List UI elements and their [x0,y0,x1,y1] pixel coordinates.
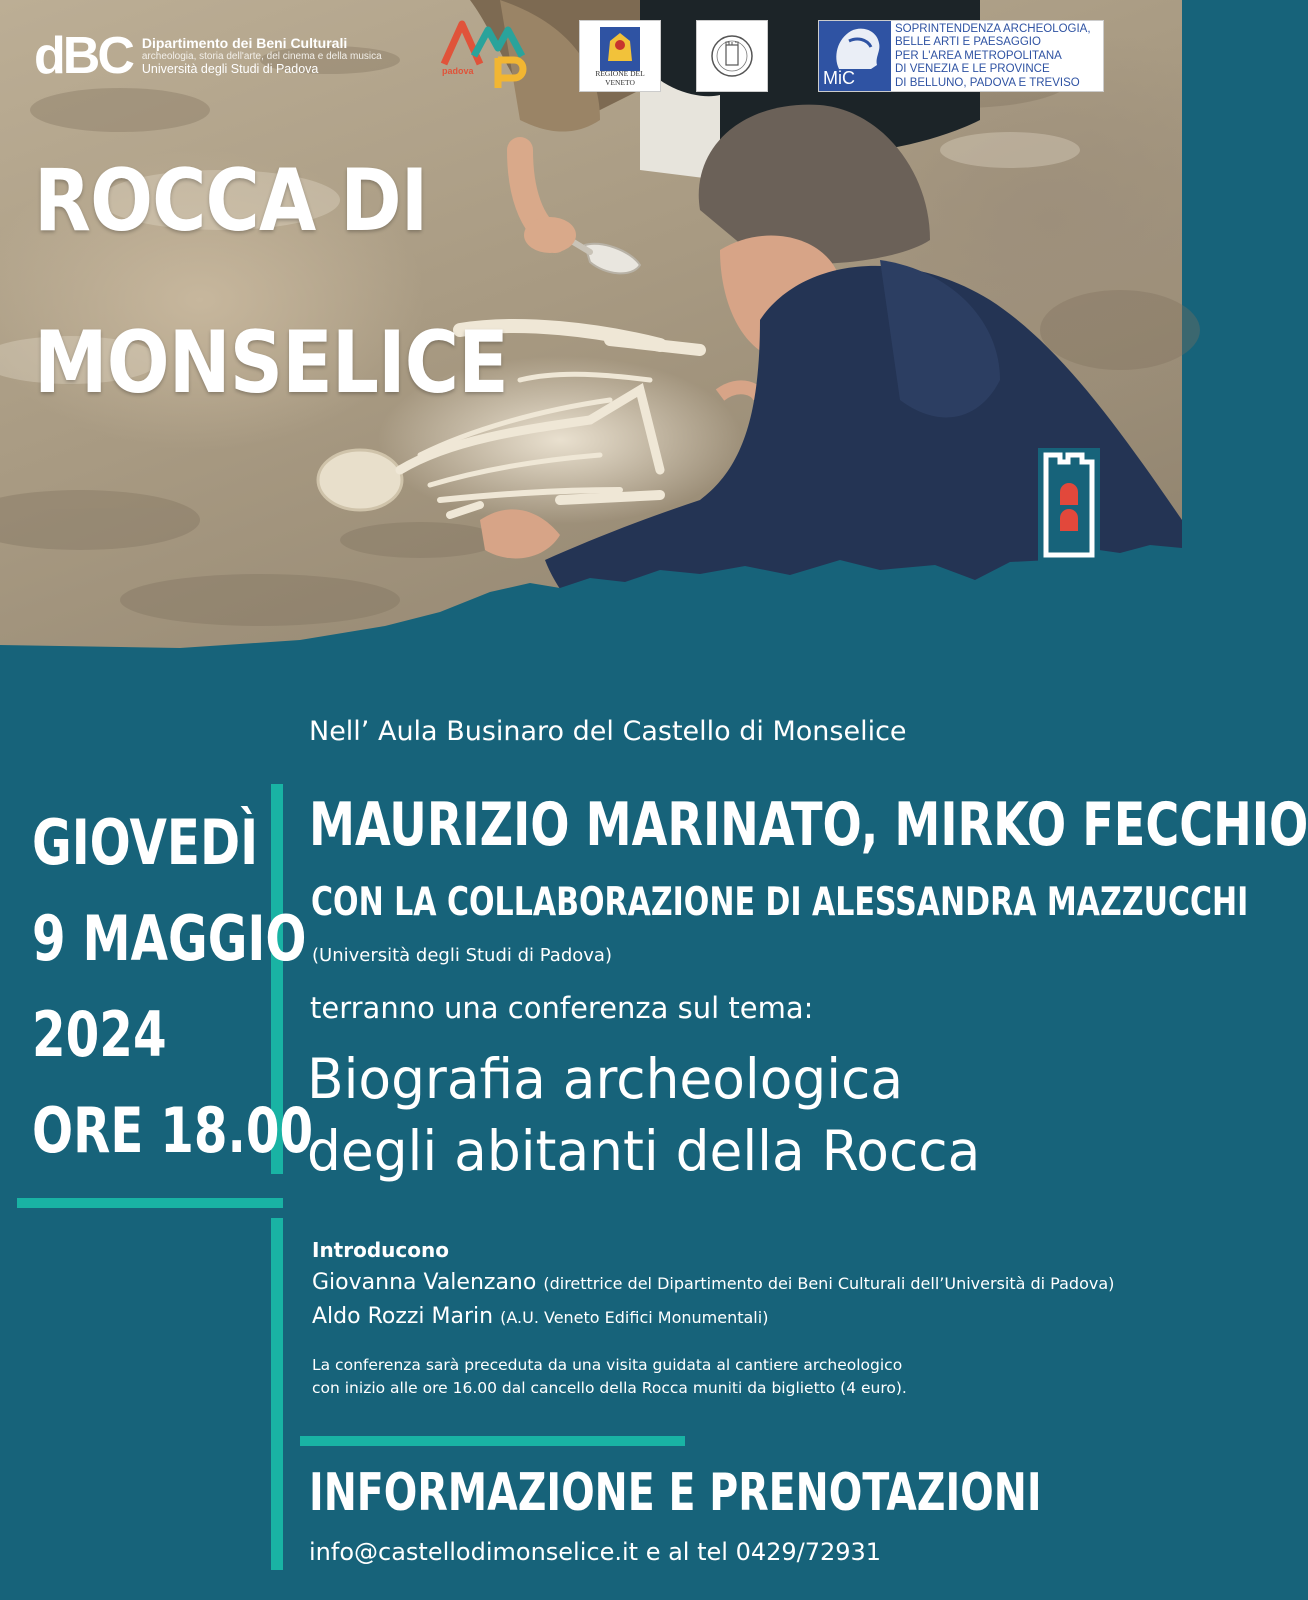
note-line-2: con inizio alle ore 16.00 dal cancello della Rocca muniti da biglietto (4 euro). [312,1379,907,1397]
intro-person [312,1304,768,1329]
speakers: MAURIZIO MARINATO, MIRKO FECCHIO [309,790,1308,860]
dbc-mark: dBC [34,27,132,85]
collaboration: CON LA COLLABORAZIONE DI ALESSANDRA MAZZUCCHI [311,880,1249,925]
divider-horizontal [300,1436,685,1446]
contact-info[interactable]: info@castellodimonselice.it e al tel 0429/72931 [309,1538,882,1566]
venue: Nell’ Aula Businaro del Castello di Monselice [309,716,907,747]
mic-head-icon [819,21,891,73]
seal-icon [697,21,767,91]
divider-horizontal [17,1198,283,1208]
divider-vertical [271,1218,283,1570]
mic-line-1: SOPRINTENDENZA ARCHEOLOGIA, [895,23,1091,35]
dbc-text [141,34,382,76]
topic-lead: terranno una conferenza sul tema: [310,991,814,1025]
page-title [34,151,508,413]
event-year: 2024 [32,998,167,1071]
tower-icon [1038,448,1100,563]
mic-line-3: PER L'AREA METROPOLITANA [895,49,1062,62]
dbc-subtitle: archeologia, storia dell'arte, del cinema e della musica [141,50,382,62]
mic-line-2: BELLE ARTI E PAESAGGIO [895,36,1041,49]
intro-person [312,1270,1114,1295]
event-day: GIOVEDÌ [32,806,259,879]
mic-text [891,21,1091,91]
visit-note [312,1354,907,1400]
topic-line-1: Biografia archeologica [307,1047,904,1111]
dbc-university: Università degli Studi di Padova [141,61,319,76]
title-line-1: ROCCA DI [34,151,428,251]
veneto-label: REGIONE DEL VENETO [595,69,645,87]
scoop [570,240,640,273]
intro-heading: Introducono [312,1238,449,1262]
event-date-text: 9 MAGGIO [32,902,307,975]
regione-veneto-logo [579,20,661,92]
topic-line-2: degli abitanti della Rocca [307,1119,981,1183]
mic-logo [818,20,1104,92]
mic-mark [819,21,891,91]
mic-line-5: DI BELLUNO, PADOVA E TREVISO [895,76,1080,89]
affiliation: (Università degli Studi di Padova) [312,945,612,966]
dbc-logo [34,27,382,85]
info-heading: INFORMAZIONE E PRENOTAZIONI [309,1463,1042,1523]
person-role: (direttrice del Dipartimento dei Beni Culturali dell’Università di Padova) [543,1274,1115,1293]
dbc-name: Dipartimento dei Beni Culturali [141,34,348,51]
mic-line-4: DI VENEZIA E LE PROVINCE [895,63,1050,76]
person-name: Aldo Rozzi Marin [312,1304,494,1329]
mic-label: MiC [823,68,855,88]
person-role: (A.U. Veneto Edifici Monumentali) [500,1308,769,1327]
conference-topic [307,1043,980,1187]
note-line-1: La conferenza sarà preceduta da una visita guidata al cantiere archeologico [312,1356,903,1374]
title-line-2: MONSELICE [34,313,508,413]
comune-logo [696,20,768,92]
person-name: Giovanna Valenzano [312,1270,537,1295]
amp-logo [440,18,532,94]
header-photo [0,0,1182,660]
event-time: ORE 18.00 [32,1094,314,1167]
amp-city: padova [442,66,474,76]
amp-mark-icon [440,18,532,94]
